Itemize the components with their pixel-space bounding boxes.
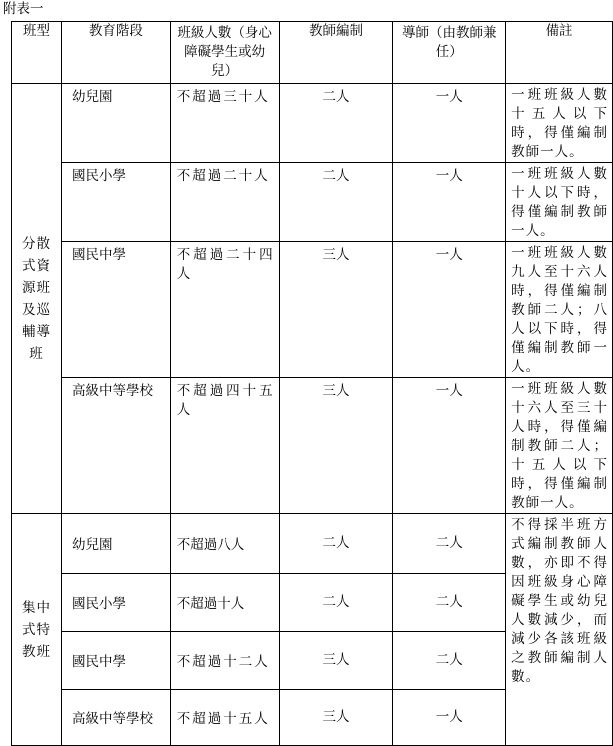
teacher-quota-cell: 二人: [279, 163, 393, 242]
header-row: [12, 22, 613, 84]
stage-cell: 國民小學: [61, 574, 170, 632]
staffing-table: [11, 21, 613, 746]
teacher-quota-cell: 三人: [279, 690, 393, 746]
class-type-self-contained: 集中式特教班: [12, 514, 62, 746]
mentor-cell: 二人: [393, 632, 506, 690]
mentor-cell: 二人: [393, 514, 506, 574]
mentor-cell: 一人: [393, 690, 506, 746]
teacher-quota-cell: 二人: [279, 84, 393, 163]
header-notes: 備註: [506, 22, 613, 84]
note-cell: 一班班級人數十六人至三十人時，得僅編制教師二人；十五人以下時，得僅編制教師一人。: [506, 378, 613, 514]
note-cell-shared: 不得採半班方式編制教師人數，亦即不得因班級身心障礙學生或幼兒人數減少，而減少各該班級之教師編制人數。: [506, 514, 613, 746]
header-teacher-quota: 教師編制: [279, 22, 393, 84]
table-caption: 附表一: [3, 1, 44, 17]
mentor-cell: 一人: [393, 242, 506, 378]
class-size-cell: 不超過二十四人: [170, 242, 279, 378]
header-class-size: 班級人數（身心障礙學生或幼兒）: [170, 22, 279, 84]
mentor-cell: 一人: [393, 84, 506, 163]
class-type-resource: 分散式資源班及巡輔導班: [12, 84, 62, 514]
note-cell: 一班班級人數十五人以下時，得僅編制教師一人。: [506, 84, 613, 163]
stage-cell: 高級中等學校: [61, 378, 170, 514]
teacher-quota-cell: 三人: [279, 242, 393, 378]
header-class-type: 班型: [12, 22, 62, 84]
table-row: [12, 514, 613, 574]
header-education-stage: 教育階段: [61, 22, 170, 84]
class-size-cell: 不超過十五人: [170, 690, 279, 746]
class-size-cell: 不超過四十五人: [170, 378, 279, 514]
class-size-cell: 不超過十人: [170, 574, 279, 632]
mentor-cell: 一人: [393, 378, 506, 514]
class-size-cell: 不超過八人: [170, 514, 279, 574]
class-size-cell: 不超過二十人: [170, 163, 279, 242]
stage-cell: 國民中學: [61, 242, 170, 378]
table-row: [12, 378, 613, 514]
teacher-quota-cell: 二人: [279, 514, 393, 574]
stage-cell: 幼兒園: [61, 514, 170, 574]
teacher-quota-cell: 三人: [279, 632, 393, 690]
header-mentor: 導師（由教師兼任）: [393, 22, 506, 84]
teacher-quota-cell: 三人: [279, 378, 393, 514]
class-size-cell: 不超過三十人: [170, 84, 279, 163]
stage-cell: 國民小學: [61, 163, 170, 242]
stage-cell: 國民中學: [61, 632, 170, 690]
stage-cell: 幼兒園: [61, 84, 170, 163]
note-cell: 一班班級人數九人至十六人時，得僅編制教師二人；八人以下時，得僅編制教師一人。: [506, 242, 613, 378]
mentor-cell: 一人: [393, 163, 506, 242]
note-cell: 一班班級人數十人以下時，得僅編制教師一人。: [506, 163, 613, 242]
table-row: [12, 163, 613, 242]
table-row: [12, 242, 613, 378]
class-size-cell: 不超過十二人: [170, 632, 279, 690]
teacher-quota-cell: 二人: [279, 574, 393, 632]
stage-cell: 高級中等學校: [61, 690, 170, 746]
mentor-cell: 二人: [393, 574, 506, 632]
table-row: [12, 84, 613, 163]
